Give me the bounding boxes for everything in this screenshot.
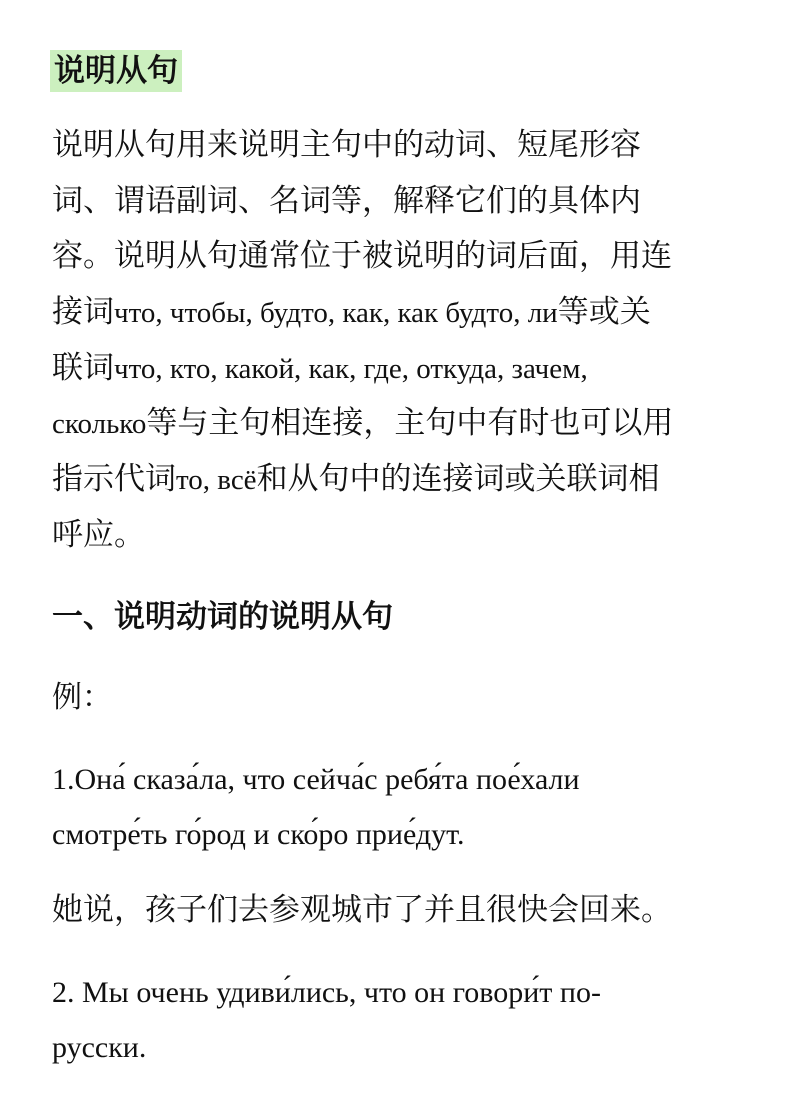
chinese-text: 联词 — [52, 349, 114, 386]
intro-line — [52, 348, 772, 404]
intro-line — [52, 236, 772, 292]
example-label: 例： — [52, 680, 112, 715]
chinese-text: 说明从句用来说明主句中的动词、短尾形容 — [52, 127, 641, 163]
page-title: 说明从句 — [50, 50, 182, 92]
intro-line — [52, 125, 772, 181]
chinese-text: 等或关 — [557, 294, 651, 331]
example-2-russian-line-1: 2. Мы очень удиви́лись, что он говори́т по- — [52, 976, 601, 1009]
russian-text: что, кто, какой, как, где, откуда, зачем, — [114, 352, 588, 385]
intro-line — [52, 515, 772, 571]
chinese-text: 呼应。 — [52, 516, 145, 553]
example-1-chinese-translation: 她说，孩子们去参观城市了并且很快会回来。 — [52, 892, 672, 928]
chinese-text: 指示代词 — [52, 461, 176, 498]
intro-line — [52, 459, 772, 515]
russian-text: то, всё — [176, 464, 257, 497]
intro-line — [52, 403, 772, 459]
intro-paragraph — [52, 125, 772, 571]
example-1-russian-line-1: 1.Она́ сказа́ла, что сейча́с ребя́та пое́хали — [52, 763, 580, 796]
chinese-text: 和从句中的连接词或关联词相 — [256, 461, 660, 498]
chinese-text: 容。说明从句通常位于被说明的词后面，用连 — [52, 238, 672, 275]
chinese-text: 词、谓语副词、名词等，解释它们的具体内 — [52, 182, 641, 219]
example-1-russian-line-2: смотре́ть го́род и ско́ро прие́дут. — [52, 818, 465, 851]
russian-text: что, чтобы, будто, как, как будто, ли — [114, 297, 558, 330]
chinese-text: 接词 — [52, 294, 114, 331]
example-2-russian-line-2: русски. — [52, 1031, 147, 1064]
section-heading: 一、说明动词的说明从句 — [52, 599, 393, 635]
chinese-text: 等与主句相连接，主句中有时也可以用 — [146, 405, 674, 442]
intro-line — [52, 292, 772, 348]
intro-line — [52, 181, 772, 237]
russian-text: сколько — [52, 408, 147, 441]
